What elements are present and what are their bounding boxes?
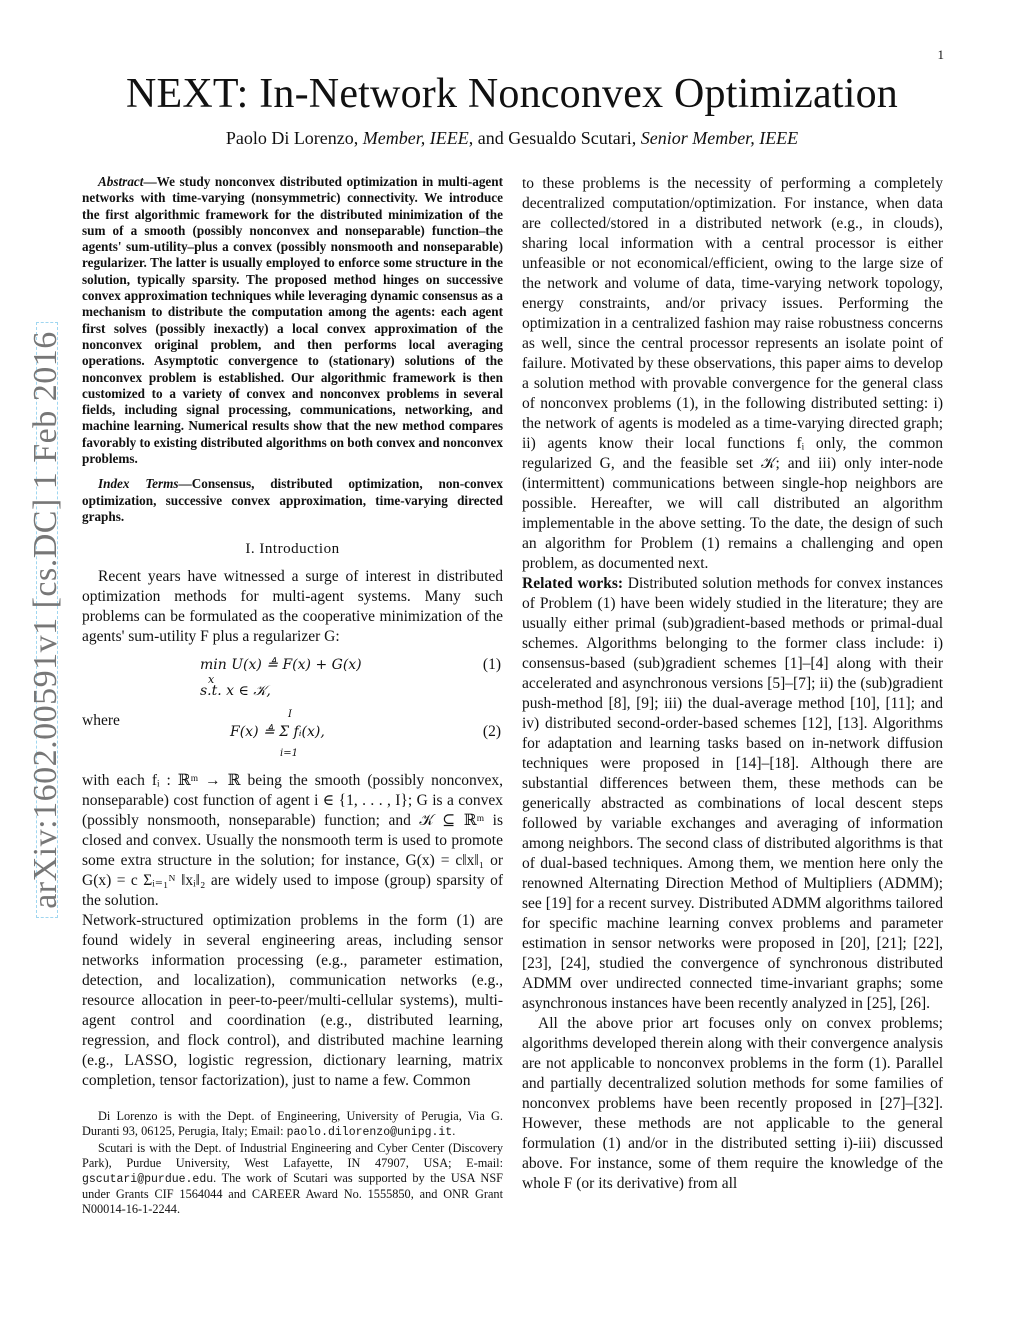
- footnotes: [82, 1109, 503, 1217]
- abstract-lead: Abstract: [98, 174, 144, 189]
- paper-title: NEXT: In-Network Nonconvex Optimization: [125, 71, 899, 117]
- eq1-line2: s.t. x ∈ 𝒦,: [200, 683, 271, 700]
- page-number: 1: [937, 47, 944, 62]
- equation-1: [82, 655, 503, 701]
- author-1: Paolo Di Lorenzo,: [225, 128, 359, 148]
- email-2: gscutari@purdue.edu: [82, 1173, 214, 1187]
- footnote-2-text: Scutari is with the Dept. of Industrial Engineering and Cyber Center (Discovery Park), Purdue University, West Lafayette, IN 47907, USA; E-mail:: [82, 1140, 503, 1170]
- where-label: where: [82, 712, 120, 730]
- author-2: , and Gesualdo Scutari,: [468, 128, 637, 148]
- arxiv-stamp: [10, 324, 82, 916]
- author-2-role: Senior Member, IEEE: [640, 128, 799, 148]
- abstract: [82, 174, 503, 467]
- footnote-1: Di Lorenzo is with the Dept. of Engineering, University of Perugia, Via G. Duranti 93, 06125, Perugia, Italy; Email: paolo.dilorenzo@unipg.it.: [82, 1109, 503, 1140]
- eq2-number: (2): [482, 723, 501, 741]
- footnote-1-text: Di Lorenzo is with the Dept. of Engineering, University of Perugia, Via G. Duranti 93, 06125, Perugia, Italy; Email:: [82, 1109, 503, 1139]
- index-terms-lead: Index Terms: [98, 476, 179, 492]
- related-works-paragraph: [522, 574, 943, 1014]
- right-paragraph-2: Distributed solution methods for convex instances of Problem (1) have been widely studied in the literature; they are usually either primal (sub)gradient-based methods or primal-dual schemes. Algorithms belonging to the former class include: i) consensus-based (sub)gradient schemes [1]–[4] along with their accelerated and asynchronous versions [5]–[7]; ii) the (sub)gradient push-method [8], [9]; iii) the dual-average method [10], [11]; and iv) distributed second-order-based schemes [12], [13]. Algorithms for adaptation and learning tasks based on in-network diffusion techniques were proposed in [14]–[18]. Although there are substantial differences between them, these methods can be generically abstracted as combinations of local descent steps followed by variable exchanges and averaging of information among neighbors. The second class of distributed algorithms is that of dual-based techniques. Among them, we mention here only the renowned Alternating Direction Method of Multipliers (ADMM); see [19] for a recent survey. Distributed ADMM algorithms tailored for specific machine learning convex problems and parameter estimation in sensor networks were proposed in [20], [21]; [22], [23], [24], studied the convergence of synchronous distributed ADMM over undirected connected time-invariant graphs; some asynchronous instances have been recently analyzed in [25], [26].: [522, 575, 943, 1012]
- author-1-role: Member, IEEE: [362, 128, 469, 148]
- eq1-sub: x: [208, 673, 215, 687]
- index-terms: [82, 476, 503, 525]
- intro-paragraph-2: with each fᵢ : ℝᵐ → ℝ being the smooth (possibly nonconvex, nonseparable) cost function of agent i ∈ {1, . . . , I}; G is a convex (possibly nonsmooth, nonseparable) function; and 𝒦 ⊆ ℝᵐ is closed and convex. Usually the nonsmooth term is used to promote some extra structure in the solution; for instance, G(x) = c‖x‖₁ or G(x) = c Σᵢ₌₁ᴺ ‖xᵢ‖₂ are widely used to impose (group) sparsity of the solution.: [82, 772, 503, 910]
- right-paragraph-1: to these problems is the necessity of performing a completely decentralized computation/optimization. For instance, when data are collected/stored in a distributed network (e.g., in clouds), sharing local information with a central processor is either unfeasible or not economical/efficient, owing to the large size of the network and volume of data, time-varying network topology, energy constraints, and/or privacy issues. Performing the optimization in a centralized fashion may raise robustness concerns as well, since the central processor represents an isolate point of failure. Motivated by these observations, this paper aims to develop a solution method with provable convergence for the general class of nonconvex problems (1), in the following distributed setting: i) the network of agents is modeled as a time-varying directed graph; ii) agents know their local functions fᵢ only, the common regularized G, and the feasible set 𝒦; and iii) only inter-node (intermittent) communications between single-hop neighbors are possible. Hereafter, we will call distributed an algorithm implementable in the above setting. To the date, the design of such an algorithm for Problem (1) remains a challenging and open problem, as documented next.: [522, 175, 943, 572]
- intro-paragraph-3: Network-structured optimization problems in the form (1) are found widely in several engineering areas, including sensor networks information processing (e.g., parameter estimation, detection, and localization), communication networks (e.g., resource allocation in peer-to-peer/multi-cellular systems), multi-agent control and coordination (e.g., distributed learning, regression, and flock control), and distributed machine learning (e.g., LASSO, logistic regression, dictionary learning, matrix completion, tensor factorization), just to name a few. Common: [82, 912, 503, 1090]
- abstract-text: —We study nonconvex distributed optimization in multi-agent networks with time-varying (nonsymmetric) connectivity. We introduce the first algorithmic framework for the distributed minimization of the sum of a smooth (possibly nonconvex and nonseparable) function–the agents' sum-utility–plus a convex (possibly nonsmooth and nonseparable) regularizer. The latter is usually employed to enforce some structure in the solution, typically sparsity. The proposed method hinges on successive convex approximation techniques while leveraging dynamic consensus as a mechanism to distribute the computation among the agents: each agent first solves (possibly inexactly) a local convex approximation of the nonconvex original problem, and then performs local averaging operations. Asymptotic convergence to (stationary) solutions of the nonconvex problem is established. Our algorithmic framework is then customized to a variety of convex and nonconvex problems in several fields, including signal processing, communications, networking, and machine learning. Numerical results show that the new method compares favorably to existing distributed algorithms on both convex and nonconvex problems.: [82, 174, 503, 467]
- right-paragraph-3: All the above prior art focuses only on convex problems; algorithms developed therein along with their convergence analysis are not applicable to nonconvex problems in the form (1). Parallel and partially decentralized solution methods for some families of nonconvex problems have been recently proposed in [27]–[32]. However, these methods are not applicable to the general formulation (1) and/or in the distributed setting i)-iii) discussed above. For instance, some of them require the knowledge of the whole F (or its derivative) from all: [522, 1015, 943, 1192]
- author-line: [0, 128, 1024, 149]
- related-works-lead: Related works:: [522, 575, 624, 592]
- arxiv-id: arXiv:1602.00591v1 [cs.DC] 1 Feb 2016: [27, 331, 64, 909]
- left-column: [82, 174, 503, 1218]
- section-heading: I. Introduction: [245, 541, 340, 558]
- eq1-line1: min U(x) ≜ F(x) + G(x): [200, 657, 362, 674]
- index-terms-text: —Consensus, distributed optimization, non-convex optimization, successive convex approximation, time-varying directed graphs.: [82, 476, 503, 524]
- email-1: paolo.dilorenzo@unipg.it: [286, 1126, 453, 1140]
- eq2-upper: I: [288, 709, 292, 721]
- footnote-2: [82, 1141, 503, 1218]
- eq2-lower: i=1: [280, 748, 298, 760]
- eq2-text: F(x) ≜ Σ fᵢ(x),: [230, 724, 325, 741]
- footnote-2-tail: . The work of Scutari was supported by the USA NSF under Grants CIF 1564044 and CAREER Award No. 1555850, and ONR Grant N00014-16-1-2244.: [82, 1171, 503, 1217]
- equation-2: [82, 707, 503, 765]
- eq1-number: (1): [482, 656, 501, 674]
- right-column: [522, 174, 943, 1194]
- intro-paragraph-1: Recent years have witnessed a surge of interest in distributed optimization methods for multi-agent systems. Many such problems can be formulated as the cooperative minimization of the agents' sum-utility F plus a regularizer G:: [82, 568, 503, 646]
